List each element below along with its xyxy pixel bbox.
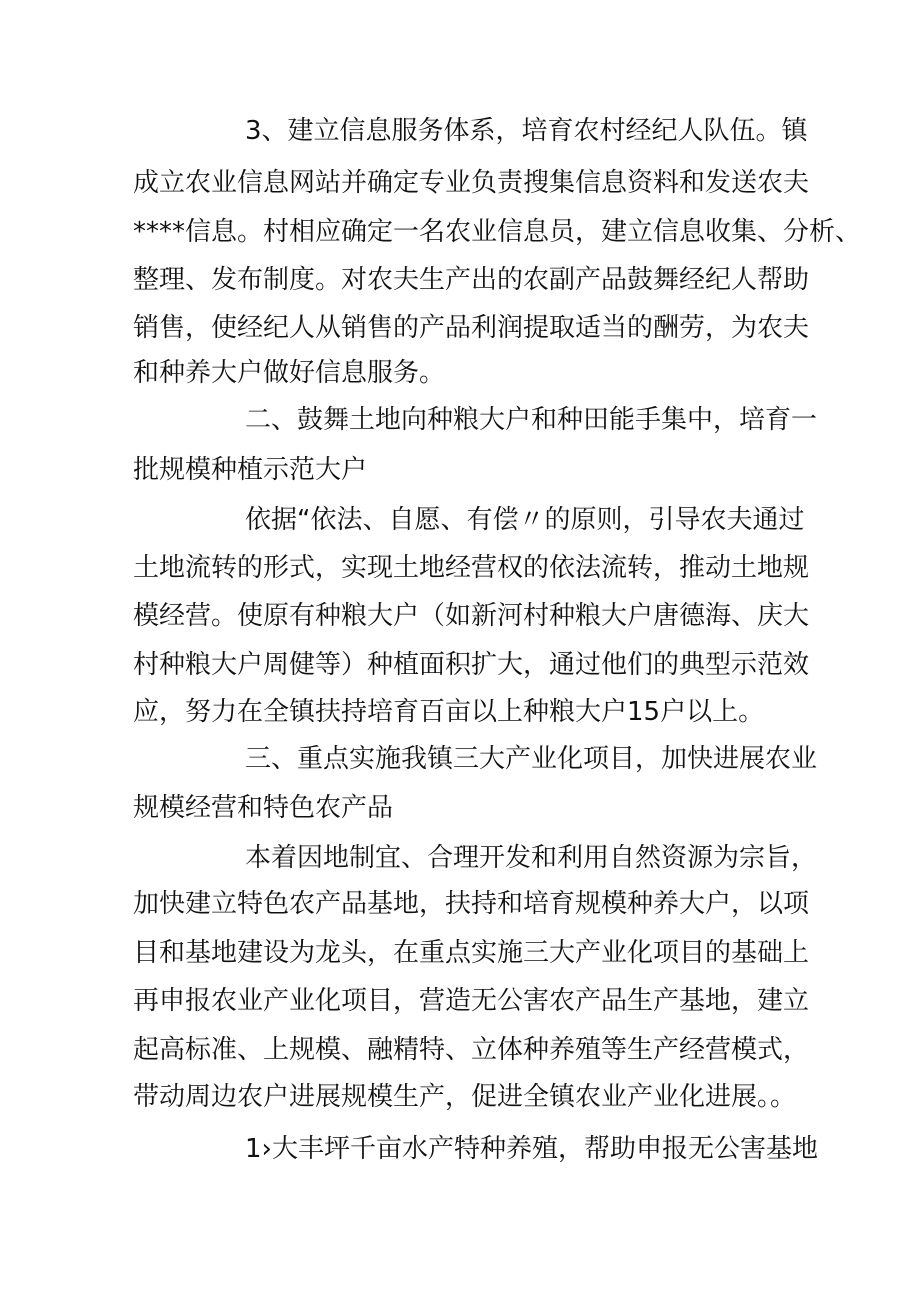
paragraph-line: 和种养大户做好信息服务。	[133, 358, 446, 388]
paragraph-line: 目和基地建设为龙头，在重点实施三大产业化项目的基础上	[133, 938, 810, 968]
paragraph-line: 应，努力在全镇扶持培育百亩以上种粮大户15户以上。	[133, 697, 765, 727]
section-heading-line: 三、重点实施我镇三大产业化项目，加快进展农业	[245, 744, 818, 774]
paragraph-line: 村种粮大户周健等）种植面积扩大，通过他们的典型示范效	[133, 650, 810, 680]
section-heading-line: 规模经营和特色农产品	[133, 793, 394, 823]
section-heading-line: 二、鼓舞土地向种粮大户和种田能手集中，培育一	[245, 405, 818, 435]
paragraph-line: ****信息。村相应确定一名农业信息员，建立信息收集、分析、	[133, 217, 862, 247]
paragraph-line: 带动周边农户进展规模生产，促进全镇农业产业化进展。。	[133, 1082, 797, 1112]
paragraph-line: 成立农业信息网站并确定专业负责搜集信息资料和发送农夫	[133, 168, 810, 198]
paragraph-line: 整理、发布制度。对农夫生产出的农副产品鼓舞经纪人帮助	[133, 265, 810, 295]
list-item-line: 1›大丰坪千亩水产特种养殖，帮助申报无公害基地	[245, 1134, 818, 1164]
paragraph-line: 加快建立特色农产品基地，扶持和培育规模种养大户，以项	[133, 889, 810, 919]
paragraph-line: 模经营。使原有种粮大户（如新河村种粮大户唐德海、庆大	[133, 601, 810, 631]
paragraph-line: 3、建立信息服务体系，培育农村经纪人队伍。镇	[245, 116, 808, 146]
paragraph-line: 本着因地制宜、合理开发和利用自然资源为宗旨，	[245, 843, 818, 873]
paragraph-line: 销售，使经纪人从销售的产品利润提取适当的酬劳，为农夫	[133, 313, 810, 343]
paragraph-line: 起高标准、上规模、融精特、立体种养殖等生产经营模式，	[133, 1035, 810, 1065]
paragraph-line: 依据“依法、自愿、有偿〃的原则，引导农夫通过	[245, 505, 805, 535]
paragraph-line: 再申报农业产业化项目，营造无公害农产品生产基地，建立	[133, 986, 810, 1016]
section-heading-line: 批规模种植示范大户	[133, 455, 368, 485]
paragraph-line: 土地流转的形式，实现土地经营权的依法流转，推动土地规	[133, 553, 810, 583]
